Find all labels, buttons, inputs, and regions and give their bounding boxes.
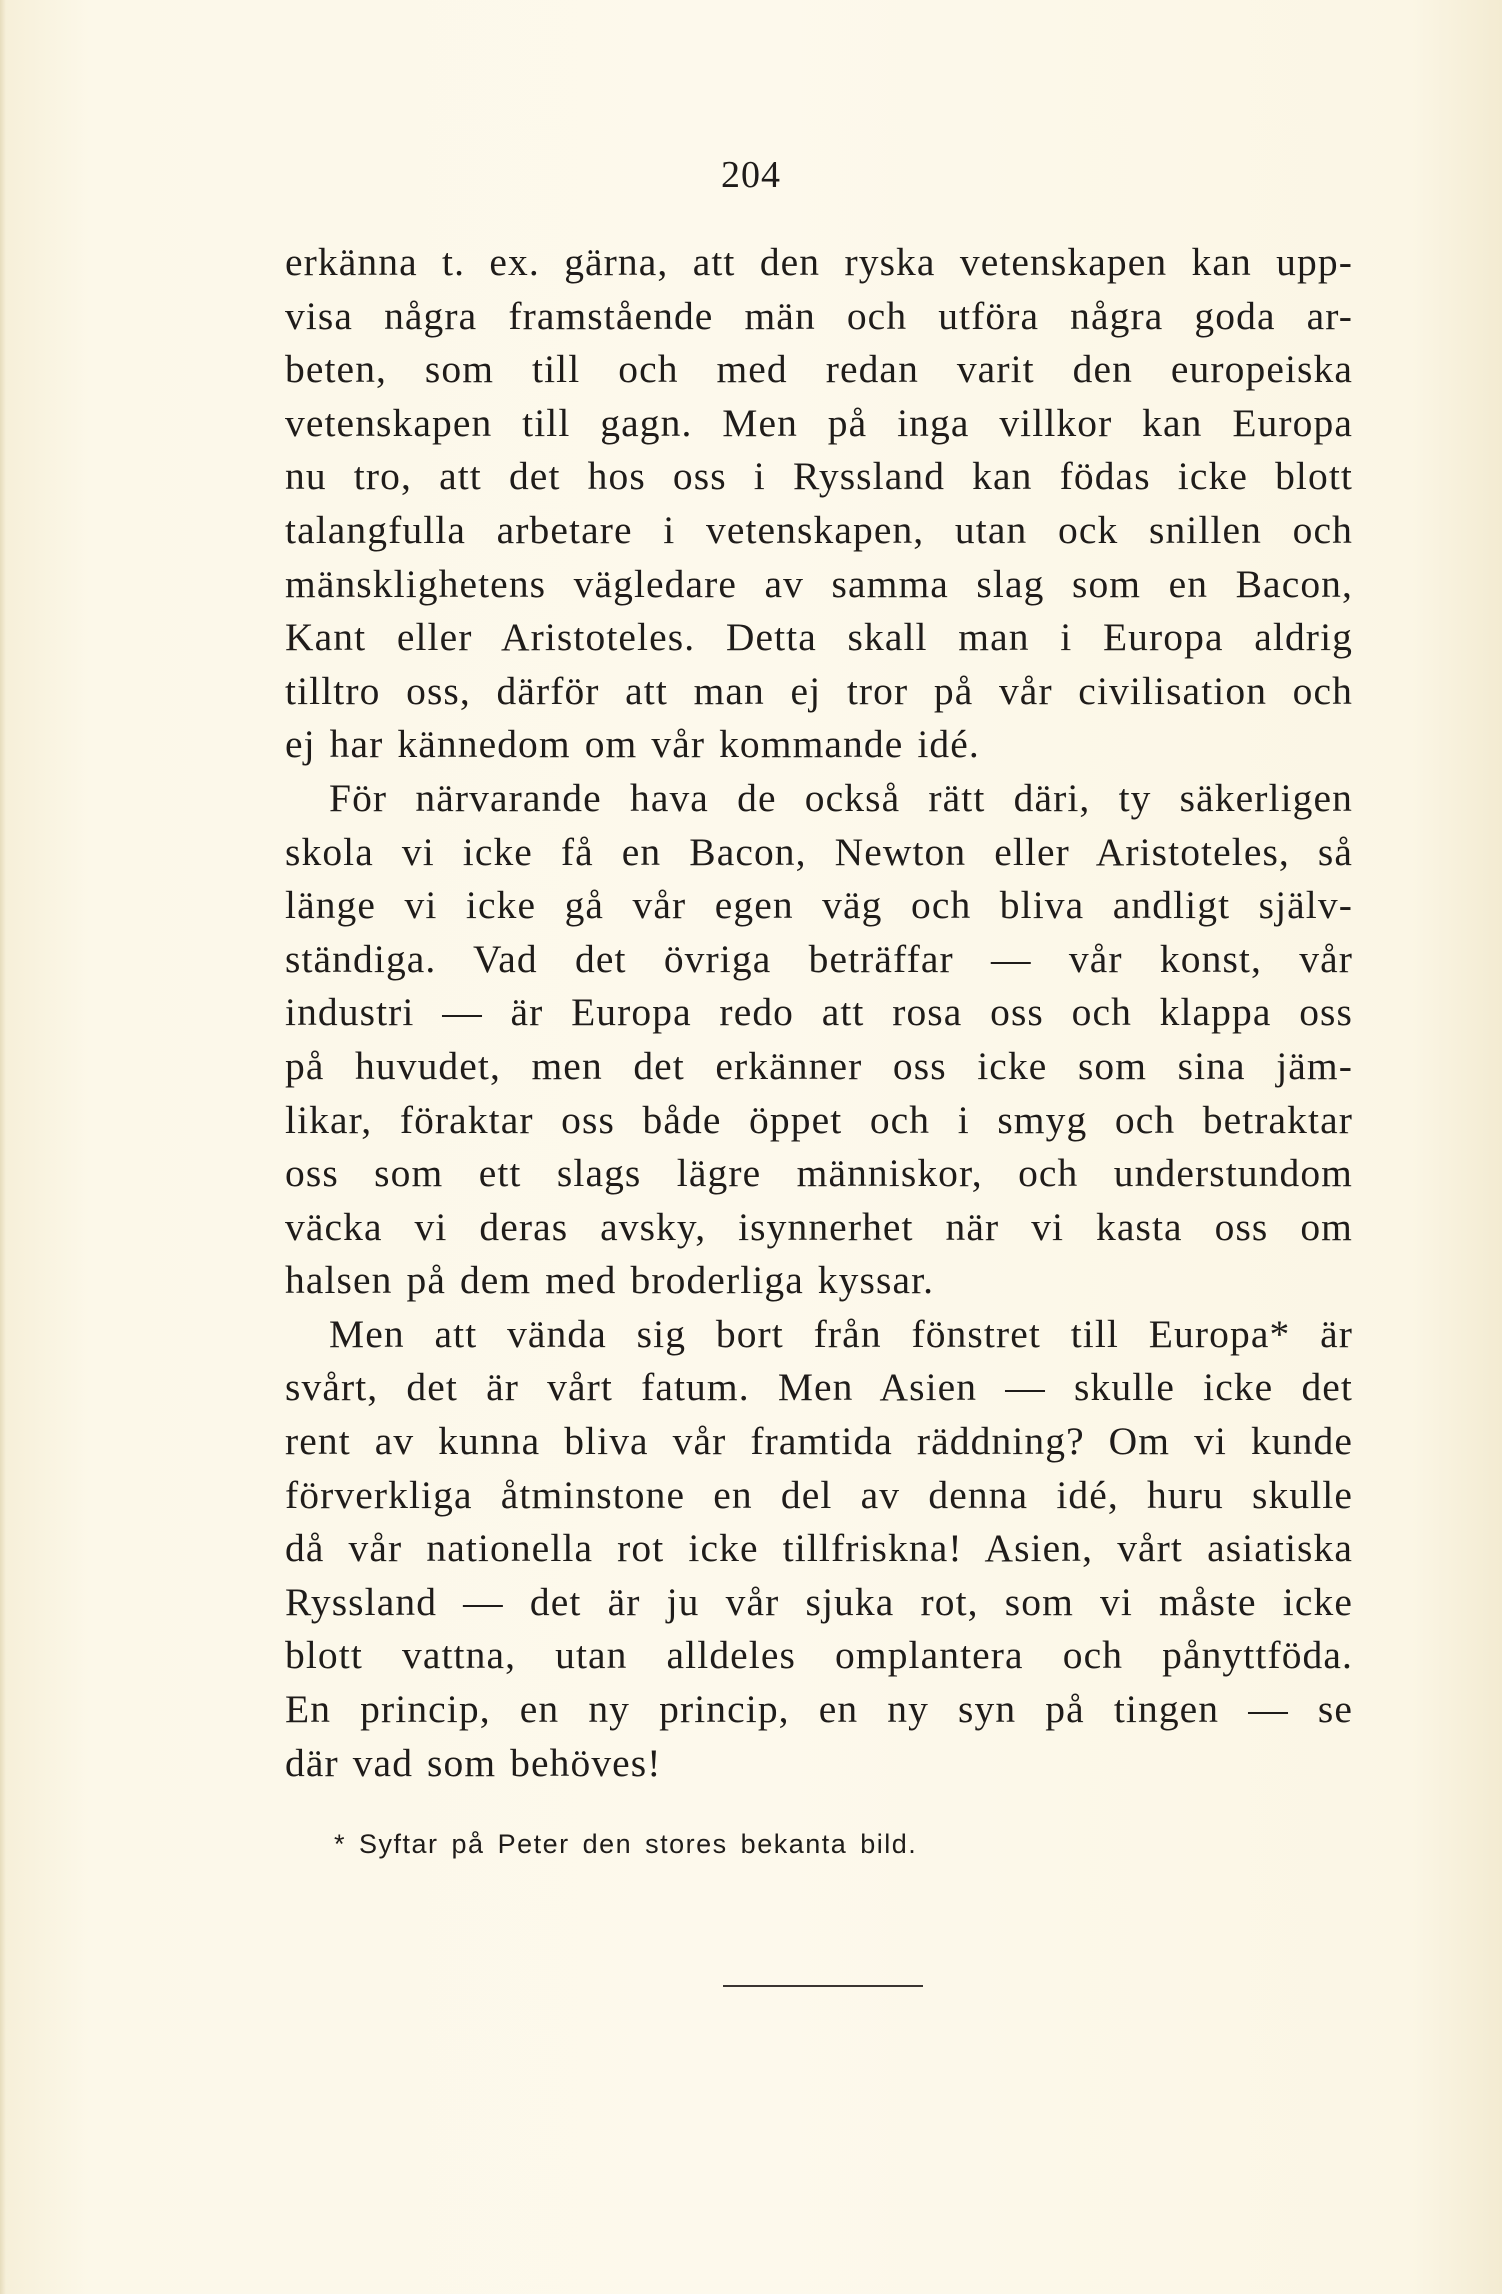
text-line: halsen på dem med broderliga kyssar.	[285, 1258, 935, 1303]
text-line: väcka vi deras avsky, isynnerhet när vi kasta oss om	[285, 1204, 1353, 1249]
text-line: rent av kunna bliva vår framtida räddning? Om vi kunde	[285, 1419, 1353, 1464]
text-line: mänsklighetens vägledare av samma slag som en Bacon,	[285, 561, 1353, 606]
text-line: erkänna t. ex. gärna, att den ryska vetenskapen kan upp-	[285, 240, 1353, 284]
text-line: då vår nationella rot icke tillfriskna! Asien, vårt asiatiska	[285, 1526, 1353, 1571]
end-rule	[723, 1985, 923, 1987]
text-line: Ryssland — det är ju vår sjuka rot, som vi måste icke	[285, 1579, 1353, 1624]
text-line: på huvudet, men det erkänner oss icke som sina jäm-	[285, 1043, 1353, 1088]
text-line: visa några framstående män och utföra några goda ar-	[285, 293, 1353, 338]
text-line: länge vi icke gå vår egen väg och bliva andligt själv-	[285, 883, 1353, 928]
text-line: industri — är Europa redo att rosa oss och klappa oss	[285, 990, 1353, 1035]
text-line: Men att vända sig bort från fönstret till Europa* är	[329, 1311, 1353, 1356]
footnote: * Syftar på Peter den stores bekanta bild.	[334, 1829, 918, 1859]
text-line: En princip, en ny princip, en ny syn på tingen — se	[285, 1687, 1353, 1732]
text-line: blott vattna, utan alldeles omplantera och pånyttföda.	[285, 1633, 1353, 1678]
text-line: ej har kännedom om vår kommande idé.	[285, 722, 980, 767]
text-line: ständiga. Vad det övriga beträffar — vår konst, vår	[285, 936, 1353, 981]
text-line: skola vi icke få en Bacon, Newton eller Aristoteles, så	[285, 829, 1353, 874]
text-line: där vad som behöves!	[285, 1740, 662, 1785]
text-line: likar, föraktar oss både öppet och i smyg och betraktar	[285, 1097, 1353, 1142]
text-line: Kant eller Aristoteles. Detta skall man i Europa aldrig	[285, 615, 1353, 660]
body-text	[285, 236, 1353, 1790]
text-line: För närvarande hava de också rätt däri, ty säkerligen	[329, 775, 1353, 820]
text-line: talangfulla arbetare i vetenskapen, utan ock snillen och	[285, 507, 1353, 552]
text-line: svårt, det är vårt fatum. Men Asien — skulle icke det	[285, 1365, 1353, 1410]
text-line: nu tro, att det hos oss i Ryssland kan födas icke blott	[285, 454, 1353, 499]
page-number: 204	[721, 154, 781, 196]
text-line: tilltro oss, därför att man ej tror på vår civilisation och	[285, 668, 1353, 713]
page-edge-shadow	[0, 0, 6, 2294]
text-line: beten, som till och med redan varit den europeiska	[285, 347, 1353, 392]
text-line: förverkliga åtminstone en del av denna idé, huru skulle	[285, 1472, 1353, 1517]
text-line: vetenskapen till gagn. Men på inga villkor kan Europa	[285, 400, 1353, 445]
text-line: oss som ett slags lägre människor, och understundom	[285, 1151, 1353, 1196]
